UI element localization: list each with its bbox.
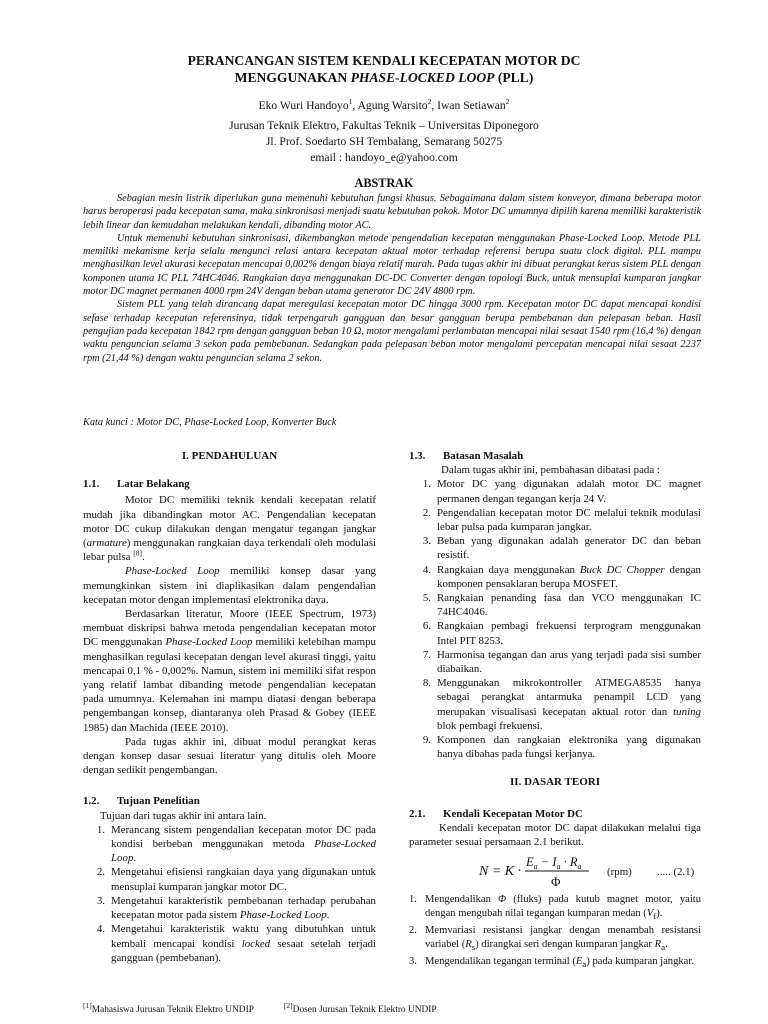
list-number: 3. xyxy=(96,894,105,907)
text: . xyxy=(326,909,330,922)
text: Menggunakan mikrokontroller ATMEGA8535 hanya sebagai perangkat antarmuka penampil LCD yang merupakan visualisasi kecepatan aktual rotor dan xyxy=(437,677,701,718)
list-text xyxy=(437,676,701,733)
keywords: Kata kunci : Motor DC, Phase-Locked Loop, Konverter Buck xyxy=(83,417,337,428)
footnote xyxy=(83,1000,437,1015)
footnote-mark-1: [1] xyxy=(83,1000,92,1010)
list-number: 7. xyxy=(422,648,431,661)
text: Rangkaian penanding fasa dan VCO menggunakan IC 74HC4046. xyxy=(437,592,701,619)
math-symbol: V xyxy=(646,908,654,920)
title-suffix: (PLL) xyxy=(494,70,534,85)
text: memiliki kelebihan mampu menghasilkan regulasi kecepatan dengan level akurasi tinggi, yaitu mencapai 0,1 % - 0,002%. Namun, sistem ini memiliki sifat respon yang relatif lambat dibanding metode pengendalian kecepatan pada umumnya. Kelemahan ini mampu diatasi dengan beberapa pengembangan konsep, diantaranya oleh Prasad & Gobey (IEEE 1985) dan Machida (IEEE 2010). xyxy=(83,636,377,734)
list-text xyxy=(437,506,701,534)
footnote-2: Dosen Jurusan Teknik Elektro UNDIP xyxy=(292,1005,437,1015)
list-number: 2. xyxy=(96,866,105,879)
eq-unit: (rpm) xyxy=(607,866,632,879)
list-text xyxy=(425,893,701,924)
speed-control-methods xyxy=(409,893,701,971)
subsection-heading-1-1 xyxy=(83,477,376,491)
text: ) menggunakan rangkaian daya terkendali oleh modulasi lebar pulsa xyxy=(83,537,376,564)
text: Pengendalian kecepatan motor DC melalui teknik modulasi lebar pulsa pada kumparan jangkar. xyxy=(437,506,701,534)
math-symbol: Φ xyxy=(498,894,507,906)
text: ) pada kumparan jangkar. xyxy=(586,955,694,967)
text: Mengendalikan tegangan terminal ( xyxy=(425,955,576,967)
batasan-intro: Dalam tugas akhir ini, pembahasan dibatasi pada : xyxy=(441,464,660,477)
math-symbol: R xyxy=(654,938,662,950)
math-subscript: a xyxy=(582,958,587,969)
text: ). xyxy=(656,908,663,920)
abstract-paragraph-3: Sistem PLL yang telah dirancang dapat meregulasi kecepatan motor DC hingga 3000 rpm. Kecepatan motor DC dapat mencapai kondisi sefase terhadap kecepatan referensinya, tidak terpengaruh gangguan dan besar gangguan berupa pembebanan dan pelepasan beban. Hasil pengujian pada kecepatan 1842 rpm dengan gangguan beban 10 Ω, motor mengalami perlambatan mencapai nilai sesaat 1540 rpm (16,4 %) dengan waktu penguncian selama 3 sekon pada pembebanan. Sedangkan pada pelepasan beban motor mengalami percepatan mencapai nilai sesaat 2237 rpm (21,44 %) dengan waktu penguncian selama 2 sekon. xyxy=(83,299,701,364)
text: Beban yang digunakan adalah generator DC dan beban resistif. xyxy=(437,535,701,562)
list-number: 1. xyxy=(422,478,431,491)
text: blok pembagi frekuensi. xyxy=(437,719,543,732)
left-column xyxy=(83,449,376,965)
subsection-number: 2.1. xyxy=(409,807,426,820)
footnote-mark-2: [2] xyxy=(283,1000,293,1010)
batasan-list xyxy=(409,477,701,761)
list-item xyxy=(409,733,701,761)
paper-title-line2 xyxy=(0,69,768,86)
address: Jl. Prof. Soedarto SH Tembalang, Semarang 50275 xyxy=(265,135,503,148)
list-item xyxy=(83,823,376,866)
eq-numerator: $E_a - I_a \cdot R_a$ xyxy=(526,855,582,872)
text: Mengetahui karakteristik pembebanan terhadap perubahan kecepatan motor pada sistem xyxy=(111,894,376,922)
paragraph-latar-1 xyxy=(83,493,376,564)
abstract-body xyxy=(83,192,701,365)
eq-lhs: N = K · xyxy=(479,864,522,880)
list-number: 2. xyxy=(422,506,431,519)
subsection-heading-1-3 xyxy=(409,449,701,463)
list-number: 3. xyxy=(409,955,417,967)
list-text xyxy=(437,591,701,619)
list-item xyxy=(409,477,701,505)
list-text xyxy=(111,865,376,893)
author-2-sup: 2 xyxy=(427,97,432,107)
method-item xyxy=(409,893,701,924)
text: Motor DC yang digunakan adalah motor DC magnet permanen dengan tegangan kerja 24 V. xyxy=(437,478,701,505)
list-number: 2. xyxy=(409,924,417,936)
text: (fluks) pada kutub magnet motor, yaitu dengan mengubah nilai tegangan kumparan medan ( xyxy=(425,894,702,920)
paragraph-latar-2 xyxy=(83,564,376,607)
list-item xyxy=(83,865,376,893)
text: dengan komponen pensaklaran berupa MOSFET. xyxy=(437,563,701,590)
subsection-title: Latar Belakang xyxy=(117,478,190,491)
text: Komponen dan rangkaian elektronika yang digunakan hanya dibahas pada fungsi kerjanya. xyxy=(437,734,701,761)
list-number: 5. xyxy=(422,592,431,605)
text: Mengetahui karakteristik waktu yang dibutuhkan untuk kembali mencapai kondisi xyxy=(111,923,376,950)
author-list xyxy=(0,98,768,113)
list-number: 4. xyxy=(422,563,431,576)
subsection-heading-2-1 xyxy=(409,807,701,821)
subsection-title: Kendali Kecepatan Motor DC xyxy=(443,807,583,820)
math-subscript: s xyxy=(471,941,476,952)
author-3-sup: 2 xyxy=(505,97,510,107)
equation-graphic xyxy=(409,851,701,891)
text: ) dirangkai seri dengan kumparan jangkar xyxy=(475,938,655,950)
math-symbol: R xyxy=(465,938,472,950)
text: sesaat setelah terjadi gangguan (pembebanan). xyxy=(111,937,376,964)
abstract-paragraph-2: Untuk memenuhi kebutuhan sinkronisasi, dikembangkan metode pengendalian kecepatan menggunakan Phase-Locked Loop. Metode PLL memiliki mekanisme kerja selalu mengunci relasi antara kecepatan aktual motor terhadap referensi berupa suatu clock digital. PLL mampu menghasilkan level akurasi kecepatan mencapai 0,002% dengan biaya relatif murah. Pada tugas akhir ini dibuat perangkat keras sistem PLL dengan komponen utama IC PLL 74HC4046. Rangkaian daya menggunakan DC-DC Converter dengan topologi Buck, untuk mensuplai kumparan jangkar motor DC magnet permanen 4000 rpm 24V dengan beban utama generator DC 24V 4800 rpm. xyxy=(83,232,702,298)
list-item xyxy=(409,563,701,591)
list-text xyxy=(425,924,701,955)
math-symbol: E xyxy=(575,955,583,967)
subsection-title: Batasan Masalah xyxy=(443,450,524,462)
text: Mengendalikan xyxy=(425,894,499,906)
text: Motor DC memiliki teknik kendali kecepatan relatif mudah jika dibandingkan motor AC. Pengendalian kecepatan motor DC cukup dilakukan dengan mengatur tegangan jangkar ( xyxy=(83,494,376,550)
eq-number: ..... (2.1) xyxy=(657,866,695,879)
section-heading-pendahuluan: I. PENDAHULUAN xyxy=(181,450,278,462)
list-item xyxy=(83,922,376,965)
paragraph-latar-4: Pada tugas akhir ini, dibuat modul perangkat keras dengan konsep dasar sesuai literatur yang ditulis oleh Moore dengan sedikit pengembangan. xyxy=(83,735,376,777)
list-text xyxy=(437,534,701,562)
italic-text: Buck DC Chopper xyxy=(579,563,665,576)
author-3: , Iwan Setiawan xyxy=(431,99,506,112)
list-item xyxy=(409,506,701,534)
list-number: 3. xyxy=(422,535,431,548)
list-text xyxy=(437,648,701,676)
text: Harmonisa tegangan dan arus yang terjadi pada sisi sumber diabaikan. xyxy=(437,648,701,676)
text: Mengetahui efisiensi rangkaian daya yang digunakan untuk mensuplai kumparan jangkar motor DC. xyxy=(111,866,376,893)
list-number: 8. xyxy=(422,677,431,690)
author-1: Eko Wuri Handoyo xyxy=(258,99,349,112)
section-heading-dasar-teori: II. DASAR TEORI xyxy=(510,776,600,789)
italic-text: Phase-Locked Loop xyxy=(239,909,327,922)
italic-text: Phase-Locked Loop xyxy=(165,636,253,649)
eq-denominator: Φ xyxy=(551,874,561,890)
text: . xyxy=(665,938,668,950)
math-subscript: a xyxy=(661,941,666,952)
method-item xyxy=(409,924,701,955)
list-text xyxy=(111,823,376,866)
list-number: 6. xyxy=(422,620,431,633)
title-prefix: MENGGUNAKAN xyxy=(234,70,351,85)
math-subscript: f xyxy=(653,911,657,922)
paper-title-line1: PERANCANGAN SISTEM KENDALI KECEPATAN MOTOR DC xyxy=(187,53,581,68)
list-text xyxy=(111,922,376,965)
text: Rangkaian pembagi frekuensi terprogram menggunakan Intel PIT 8253. xyxy=(437,620,701,647)
subsection-heading-1-2 xyxy=(83,794,376,808)
list-text xyxy=(437,563,701,591)
method-item xyxy=(409,955,701,972)
italic-text: locked xyxy=(241,937,271,950)
paragraph-latar-3 xyxy=(83,607,376,735)
text: Rangkaian daya menggunakan xyxy=(437,563,580,576)
subsection-title: Tujuan Penelitian xyxy=(117,795,200,808)
list-text xyxy=(437,619,701,647)
text: memiliki konsep dasar yang memungkinkan sistem ini diaplikasikan dalam pengendalian kecepatan motor dengan implementasi elektronika daya. xyxy=(83,565,377,606)
author-1-sup: 1 xyxy=(348,97,353,107)
italic-text: Phase-Locked Loop xyxy=(125,565,220,578)
email: email : handoyo_e@yahoo.com xyxy=(310,151,458,164)
text: Berdasarkan literatur, Moore (IEEE Spectrum, 1973) membuat diskripsi bahwa metoda pengendalian kecepatan motor DC menggunakan xyxy=(83,608,376,649)
list-number: 1. xyxy=(409,894,417,906)
text: Merancang sistem pengendalian kecepatan motor DC pada kondisi berbeban menggunakan metoda xyxy=(111,823,376,851)
subsection-number: 1.1. xyxy=(83,478,100,491)
list-item xyxy=(409,534,701,562)
affiliation: Jurusan Teknik Elektro, Fakultas Teknik – Universitas Diponegoro xyxy=(229,119,539,132)
subsection-number: 1.2. xyxy=(83,795,100,808)
text: . xyxy=(141,551,145,564)
list-item xyxy=(409,676,701,733)
list-text xyxy=(437,733,701,761)
list-number: 4. xyxy=(96,923,105,936)
right-column xyxy=(409,449,701,972)
list-item xyxy=(409,619,701,647)
list-item xyxy=(83,894,376,922)
footnote-1: Mahasiswa Jurusan Teknik Elektro UNDIP xyxy=(91,1005,254,1015)
tujuan-list xyxy=(83,823,376,965)
abstract-heading: ABSTRAK xyxy=(354,176,414,190)
equation-2-1 xyxy=(409,851,701,891)
list-item xyxy=(409,591,701,619)
list-number: 9. xyxy=(422,734,431,747)
citation-ref: [8] xyxy=(133,548,142,558)
text: . xyxy=(133,852,137,865)
list-text xyxy=(111,894,376,922)
kendali-intro: Kendali kecepatan motor DC dapat dilakukan melalui tiga parameter sesuai persamaan 2.1 berikut. xyxy=(409,821,701,849)
list-item xyxy=(409,648,701,676)
author-2: , Agung Warsito xyxy=(352,99,428,112)
subsection-number: 1.3. xyxy=(409,450,426,462)
italic-text: tuning xyxy=(673,705,701,718)
italic-text: armature xyxy=(86,537,127,550)
list-number: 1. xyxy=(96,823,105,836)
list-text xyxy=(437,477,701,505)
title-italic: PHASE-LOCKED LOOP xyxy=(350,70,495,85)
text: Memvariasi resistansi jangkar dengan menambah resistansi variabel ( xyxy=(425,924,701,950)
italic-text: Phase-Locked Loop xyxy=(111,838,376,865)
tujuan-intro: Tujuan dari tugas akhir ini antara lain. xyxy=(100,809,267,822)
list-text xyxy=(425,955,701,972)
abstract-paragraph-1: Sebagian mesin listrik diperlukan guna memenuhi kebutuhan fungsi khusus. Sebagaimana dalam sistem konveyor, dimana beberapa motor harus beroperasi pada kecepatan sama, maka sinkronisasi menjadi suatu kebutuhan pokok. Motor DC umumnya dipilih karena memiliki karakteristik lebih linear dan kemudahan melakukan kendali, dibanding motor AC. xyxy=(83,193,702,231)
